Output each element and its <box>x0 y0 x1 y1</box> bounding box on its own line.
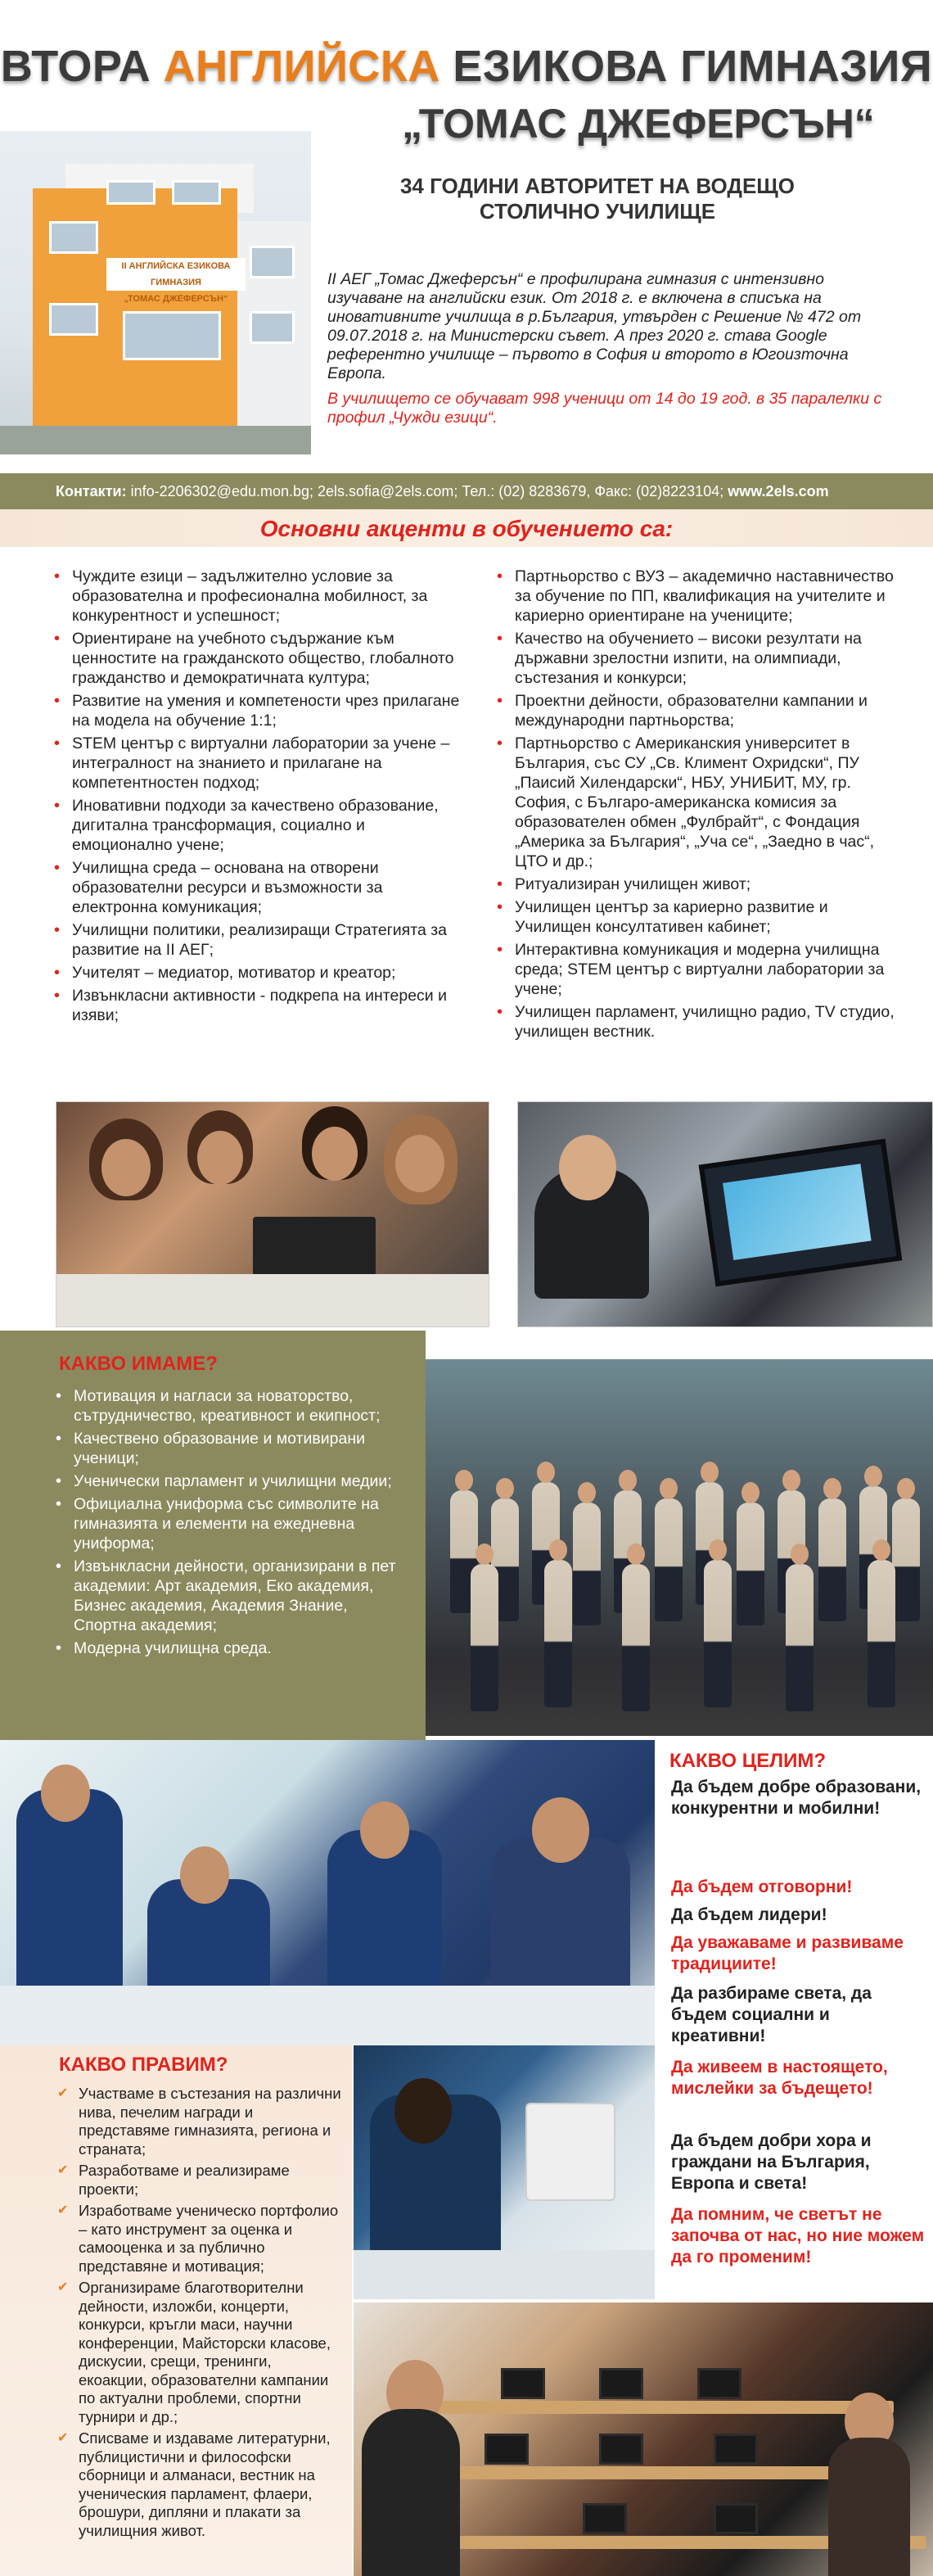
school-building-photo <box>0 131 311 454</box>
aim-item: Да помним, че светът не започва от нас, но ние можем да го променим! <box>671 2205 925 2266</box>
list-item: • Мотивация и нагласи за новаторство, сътрудничество, креативност и екипност; <box>54 1386 414 1426</box>
subtitle-line-2: СТОЛИЧНО УЧИЛИЩЕ <box>479 199 716 224</box>
intro-highlight: В училището се обучават 998 ученици от 14 до 19 год. в 35 паралелки с профил „Чужди езици“. <box>327 390 882 427</box>
building-sign-line-2: „ТОМАС ДЖЕФЕРСЪН“ <box>124 294 228 304</box>
list-item: • Ритуализиран училищен живот; <box>495 874 896 894</box>
contact-details[interactable]: info-2206302@edu.mon.bg; 2els.sofia@2els.com; Тел.: (02) 8283679, Факс: (02)8223104; <box>126 483 728 499</box>
have-list <box>54 1386 414 1661</box>
subtitle-line-1: 34 ГОДИНИ АВТОРИТЕТ НА ВОДЕЩО <box>399 174 796 198</box>
have-title: КАКВО ИМАМЕ? <box>59 1353 218 1375</box>
list-item: • Извънкласни дейности, организирани в пет академии: Арт академия, Еко академия, Бизнес академия, Академия Знание, Спортна академия; <box>54 1557 414 1635</box>
school-name: „ТОМАС ДЖЕФЕРСЪН“ <box>402 101 875 147</box>
aim-item: Да бъдем лидери! <box>671 1905 827 1924</box>
title-accent: АНГЛИЙСКА <box>163 42 440 91</box>
list-item: • Партньорство с Американския университет в България, със СУ „Св. Климент Охридски“, ПУ „Паисий Хилендарски“, НБУ, УНИБИТ, МУ, гр. София, с Българо-американска комисия за образователен обмен „Фулбрайт“, с Фондация „Америка за България“, „Уча се“, „Заедно в час“, ЦТО и др.; <box>495 734 896 871</box>
title-part-1: ВТОРА <box>0 42 164 91</box>
list-item: • Училищна среда – основана на отворени образователни ресурси и възможности за електронна комуникация; <box>52 858 462 917</box>
list-item: • Официална униформа със символите на гимназията и елементи на ежедневна униформа; <box>54 1494 414 1553</box>
aims-title: КАКВО ЦЕЛИМ? <box>669 1750 826 1772</box>
building-sign-line-1: II АНГЛИЙСКА ЕЗИКОВА ГИМНАЗИЯ <box>121 261 231 287</box>
list-item: • Модерна училищна среда. <box>54 1638 414 1658</box>
list-item: • Училищни политики, реализиращи Стратегията за развитие на II АЕГ; <box>52 920 462 960</box>
aim-item: Да бъдем добри хора и граждани на България, Европа и света! <box>671 2131 872 2193</box>
list-item: • Иновативни подходи за качествено образование, дигитална трансформация, социално и емоционално учене; <box>52 796 462 855</box>
page-title <box>0 41 933 92</box>
list-item: ✔ Изработваме ученическо портфолио – като инструмент за оценка и самооценка и за публично представяне и мотивация; <box>57 2202 344 2275</box>
list-item: • Училищен център за кариерно развитие и Училищен консултативен кабинет; <box>495 897 896 937</box>
list-item: • Чуждите езици – задължително условие за образователна и професионална мобилност, за конкурентност и успешност; <box>52 567 462 626</box>
interactive-screen-photo <box>517 1101 933 1327</box>
building-sign <box>106 258 246 304</box>
students-laptop-photo <box>56 1101 489 1327</box>
list-item: • Качество на обучението – високи резултати на държавни зрелостни изпити, на олимпиади, състезания и конкурси; <box>495 629 896 688</box>
computer-lab-photo <box>354 2303 933 2576</box>
microscope-photo <box>354 2045 655 2299</box>
title-part-2: ЕЗИКОВА ГИМНАЗИЯ <box>439 42 933 91</box>
intro-text: II АЕГ „Томас Джеферсън“ е профилирана гимназия с интензивно изучаване на английски език. От 2018 г. е включена в списъка на иновативните училища в р.България, утвърден с Решение № 472 от 09.07.2018 г. на Министерски съвет. А през 2020 г. става Google референтно училище – първото в София и второто в Югоизточна Европа. <box>327 270 862 382</box>
list-item: ✔ Списваме и издаваме литературни, публицистични и философски сборници и алманаси, вестник на ученическия парламент, флаери, брошури, дипляни и плакати за училищния живот. <box>57 2429 344 2540</box>
do-list <box>57 2085 344 2543</box>
subtitle <box>311 174 884 224</box>
contact-label: Контакти: <box>56 483 127 499</box>
aim-item: Да уважаваме и развиваме традициите! <box>671 1933 904 1973</box>
list-item: • Проектни дейности, образователни кампании и международни партньорства; <box>495 691 896 730</box>
list-item: • Партньорство с ВУЗ – академично наставничество за обучение по ПП, квалификация на учителите и кариерно ориентиране на учениците; <box>495 567 896 626</box>
aim-item: Да бъдем отговорни! <box>671 1878 853 1896</box>
key-points-left-list <box>52 567 462 1028</box>
list-item: • Извънкласни активности - подкрепа на интереси и изяви; <box>52 986 462 1025</box>
key-points-title: Основни акценти в обучението са: <box>259 516 674 541</box>
aim-item: Да живеем в настоящето, мислейки за бъдещето! <box>671 2058 888 2098</box>
students-uniform-group-photo <box>426 1359 933 1736</box>
aim-item: Да бъдем добре образовани, конкурентни и мобилни! <box>671 1778 922 1818</box>
list-item: • Интерактивна комуникация и модерна училищна среда; STEM център с виртуални лаборатории за учене; <box>495 940 896 999</box>
list-item: • Качествено образование и мотивирани ученици; <box>54 1429 414 1468</box>
list-item: • Развитие на умения и компетености чрез прилагане на модела на обучение 1:1; <box>52 691 462 730</box>
list-item: • Учителят – медиатор, мотиватор и креатор; <box>52 963 462 983</box>
list-item: ✔ Участваме в състезания на различни нива, печелим награди и представяме гимназията, региона и страната; <box>57 2085 344 2158</box>
list-item: • Училищен парламент, училищно радио, TV студио, училищен вестник. <box>495 1002 896 1042</box>
list-item: ✔ Разработваме и реализираме проекти; <box>57 2162 344 2199</box>
list-item: • Ориентиране на учебното съдържание към ценностите на гражданското общество, глобалното гражданство и демократичната култура; <box>52 629 462 688</box>
key-points-right-list <box>495 567 896 1045</box>
aim-item: Да разбираме света, да бъдем социални и креативни! <box>671 1984 872 2045</box>
science-lab-photo <box>0 1740 655 2045</box>
contact-bar <box>0 473 933 509</box>
list-item: • STEM център с виртуални лаборатории за учене – интегралност на знанието и прилагане на компетентностен подход; <box>52 734 462 793</box>
list-item: ✔ Организираме благотворителни дейности, изложби, концерти, конкурси, кръгли маси, научни конференции, Майсторски класове, дискусии, срещи, тренинги, екоакции, образователни кампании по актуални проблеми, спортни турнири и др.; <box>57 2279 344 2426</box>
do-title: КАКВО ПРАВИМ? <box>59 2054 228 2076</box>
intro-paragraph <box>327 270 900 427</box>
list-item: • Ученически парламент и училищни медии; <box>54 1471 414 1491</box>
website-link[interactable]: www.2els.com <box>728 483 829 499</box>
